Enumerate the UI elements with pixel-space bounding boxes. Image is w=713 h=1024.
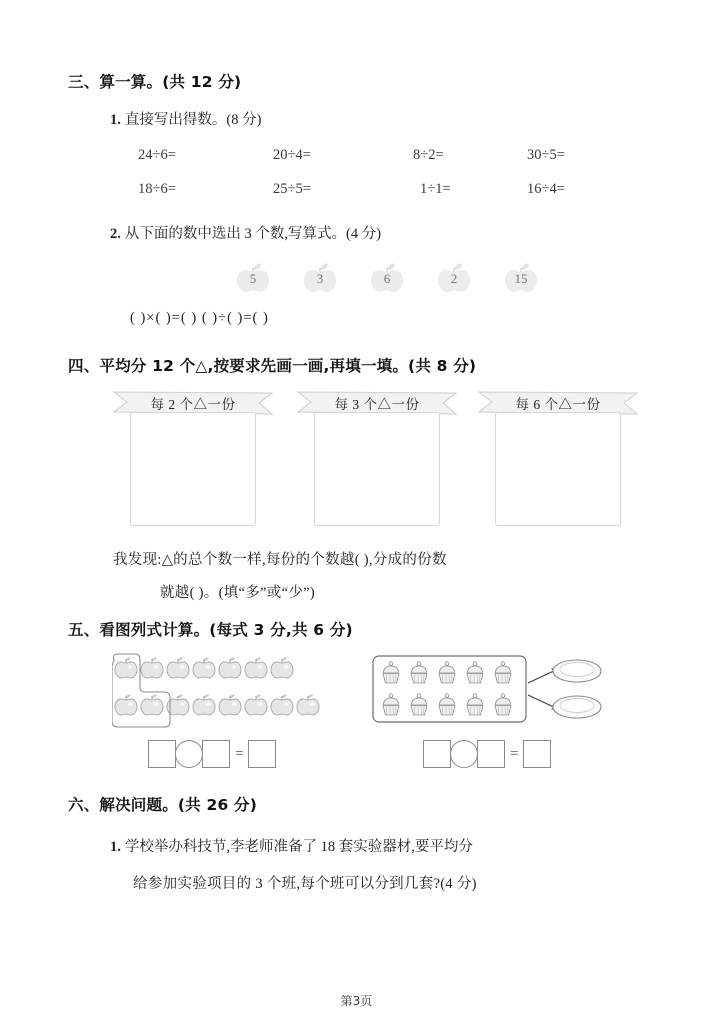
banner-label: 每 2 个△一份 (150, 397, 236, 412)
apple-number-token-3 (368, 262, 406, 294)
item-text: 直接写出得数。(8 分) (124, 112, 262, 128)
apples-grouping-illustration (112, 652, 327, 730)
item-number: 1. (110, 839, 121, 855)
item-number: 1. (110, 112, 121, 128)
apples-grouping-picture (112, 652, 327, 735)
equation-r2c2: 25÷5= (273, 181, 311, 197)
answer-box-1[interactable] (148, 740, 176, 768)
section-6-heading: 六、解决问题。(共 26 分) (68, 796, 258, 814)
item-text: 学校举办科技节,李老师准备了 18 套实验器材,要平均分 (124, 839, 473, 855)
banner-label: 每 6 个△一份 (515, 397, 601, 412)
equation-r1c4: 30÷5= (527, 147, 565, 163)
banner-group-3 (478, 390, 638, 414)
answer-box-3[interactable] (248, 740, 276, 768)
section-3-item-2 (110, 222, 381, 243)
equation-r1c1: 24÷6= (138, 147, 176, 163)
section-5-heading: 五、看图列式计算。(每式 3 分,共 6 分) (68, 621, 353, 639)
section-3-heading: 三、算一算。(共 12 分) (68, 73, 242, 91)
cupcakes-plates-picture (372, 655, 602, 732)
cupcakes-plates-illustration (372, 655, 602, 727)
answer-box-5[interactable] (477, 740, 505, 768)
apple-number-label: 6 (383, 271, 391, 286)
equation-r2c3: 1÷1= (420, 181, 451, 197)
plate-1 (553, 660, 601, 682)
banner-group-2 (297, 390, 457, 414)
answer-equation-left[interactable] (148, 740, 276, 768)
apple-number-token-2 (301, 262, 339, 294)
answer-equation-right[interactable] (423, 740, 551, 768)
apple-number-label: 2 (450, 271, 458, 286)
answer-box-4[interactable] (423, 740, 451, 768)
section-6-item-1-line-2: 给参加实验项目的 3 个班,每个班可以分到几套?(4 分) (133, 876, 477, 892)
banner-group-1 (113, 390, 273, 414)
section-4-conclusion-line-1[interactable]: 我发现:△的总个数一样,每份的个数越( ),分成的份数 (113, 552, 447, 568)
apple-number-token-1 (234, 262, 272, 294)
answer-box-2[interactable] (202, 740, 230, 768)
apple-number-token-4 (435, 262, 473, 294)
draw-area-2[interactable] (314, 412, 440, 526)
equation-r1c2: 20÷4= (273, 147, 311, 163)
apple-number-label: 3 (316, 271, 324, 286)
equation-r2c4: 16÷4= (527, 181, 565, 197)
plate-2 (553, 696, 601, 718)
section-6-item-1-line-1 (110, 835, 473, 856)
section-3-item-2-answer-line[interactable]: ( )×( )=( ) ( )÷( )=( ) (130, 310, 269, 326)
ribbon-banner-3 (478, 390, 638, 414)
draw-area-1[interactable] (130, 412, 256, 526)
item-number: 2. (110, 226, 121, 242)
answer-box-6[interactable] (523, 740, 551, 768)
section-3-item-1 (110, 108, 261, 129)
operator-circle-2[interactable] (450, 740, 478, 768)
apple-number-label: 5 (249, 271, 257, 286)
section-4-heading: 四、平均分 12 个△,按要求先画一画,再填一填。(共 8 分) (68, 357, 477, 375)
draw-area-3[interactable] (495, 412, 621, 526)
banner-label: 每 3 个△一份 (334, 397, 420, 412)
apple-number-label: 15 (514, 271, 528, 286)
item-text: 从下面的数中选出 3 个数,写算式。(4 分) (124, 226, 382, 242)
ribbon-banner-2 (297, 390, 457, 414)
apple-number-token-5 (502, 262, 540, 294)
equals-sign: = (235, 745, 244, 762)
section-4-conclusion-line-2[interactable]: 就越( )。(填“多”或“少”) (160, 585, 315, 601)
ribbon-banner-1 (113, 390, 273, 414)
operator-circle-1[interactable] (175, 740, 203, 768)
equation-r1c3: 8÷2= (413, 147, 444, 163)
page-number-footer: 第3页 (340, 994, 373, 1008)
equals-sign: = (510, 745, 519, 762)
equation-r2c1: 18÷6= (138, 181, 176, 197)
